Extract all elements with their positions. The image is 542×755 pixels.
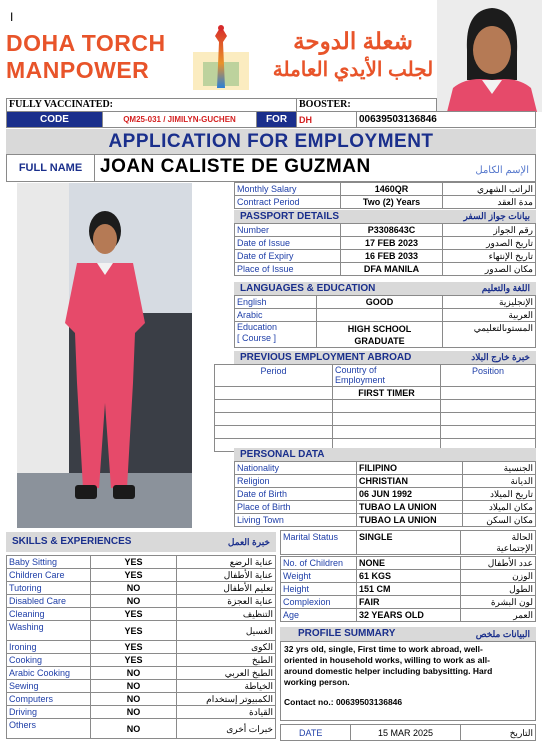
previous-row xyxy=(215,387,536,400)
physical-value: FAIR xyxy=(357,596,461,609)
education-row xyxy=(235,322,536,348)
salary-row xyxy=(235,183,536,196)
languages-title-ar: اللغة والتعليم xyxy=(481,283,530,293)
language-ar: الإنجليزية xyxy=(443,296,536,309)
skill-row xyxy=(7,595,276,608)
physical-label: Complexion xyxy=(281,596,357,609)
contract-row xyxy=(235,196,536,209)
skills-title-ar: خبرة العمل xyxy=(227,537,270,547)
profile-box xyxy=(280,641,536,721)
skill-label: Ironing xyxy=(7,641,91,654)
marital-ar-2: الإجتماعية xyxy=(496,542,533,553)
personal-label: Religion xyxy=(235,475,357,488)
physical-ar: الوزن xyxy=(461,570,536,583)
previous-row xyxy=(215,426,536,439)
date-value: 15 MAR 2025 xyxy=(351,725,461,741)
languages-table xyxy=(234,295,536,348)
language-ar: العربية xyxy=(443,309,536,322)
skill-row xyxy=(7,706,276,719)
skill-ar: عناية العجزة xyxy=(177,595,276,608)
marital-row xyxy=(281,531,536,555)
passport-label: Date of Issue xyxy=(235,237,341,250)
passport-value: P3308643C xyxy=(341,224,443,237)
previous-title-ar: خبرة خارج البلاد xyxy=(471,352,530,362)
skill-ar: التنظيف xyxy=(177,608,276,621)
skill-label: Tutoring xyxy=(7,582,91,595)
passport-title: PASSPORT DETAILS xyxy=(240,211,340,222)
education-value-2: GRADUATE xyxy=(354,335,405,346)
previous-title: PREVIOUS EMPLOYMENT ABROAD xyxy=(240,352,412,363)
position-col: Position xyxy=(441,365,536,387)
personal-value: FILIPINO xyxy=(357,462,463,475)
physical-ar: الطول xyxy=(461,583,536,596)
code-value: QM25-031 / JIMILYN-GUCHEN xyxy=(103,112,257,128)
marital-ar-1: الحالة xyxy=(511,531,533,542)
skill-row xyxy=(7,654,276,667)
page-title: APPLICATION FOR EMPLOYMENT xyxy=(6,129,536,154)
skill-ar: القيادة xyxy=(177,706,276,719)
personal-label: Place of Birth xyxy=(235,501,357,514)
language-value: GOOD xyxy=(317,296,443,309)
skill-value: NO xyxy=(91,667,177,680)
skill-ar: الكوى xyxy=(177,641,276,654)
date-label: DATE xyxy=(281,725,351,741)
skill-row xyxy=(7,680,276,693)
skill-ar: الطبخ العربي xyxy=(177,667,276,680)
contract-ar: مدة العقد xyxy=(443,196,536,209)
full-name-value: JOAN CALISTE DE GUZMAN xyxy=(100,156,371,177)
date-row xyxy=(280,724,536,741)
skill-value: NO xyxy=(91,693,177,706)
personal-label: Nationality xyxy=(235,462,357,475)
marital-value: SINGLE xyxy=(357,531,461,555)
passport-header xyxy=(234,210,536,223)
skill-ar: الغسيل xyxy=(177,621,276,641)
company-name-en-line1: DOHA TORCH xyxy=(6,30,166,56)
personal-value: 06 JUN 1992 xyxy=(357,488,463,501)
skill-label: Disabled Care xyxy=(7,595,91,608)
skill-label: Driving xyxy=(7,706,91,719)
personal-row xyxy=(235,462,536,475)
passport-ar: مكان الصدور xyxy=(443,263,536,276)
cursor-mark: I xyxy=(10,10,14,24)
contract-value: Two (2) Years xyxy=(341,196,443,209)
skill-ar: تعليم الأطفال xyxy=(177,582,276,595)
personal-ar: تاريخ الميلاد xyxy=(463,488,536,501)
language-value xyxy=(317,309,443,322)
personal-ar: الديانة xyxy=(463,475,536,488)
language-row xyxy=(235,309,536,322)
languages-title: LANGUAGES & EDUCATION xyxy=(240,283,376,294)
skills-table xyxy=(6,555,276,739)
for-label: FOR xyxy=(257,112,297,128)
personal-ar: الجنسية xyxy=(463,462,536,475)
physical-ar: العمر xyxy=(461,609,536,622)
portrait-photo xyxy=(437,0,542,112)
skill-ar: عناية الأطفال xyxy=(177,569,276,582)
skill-value: YES xyxy=(91,556,177,569)
personal-value: TUBAO LA UNION xyxy=(357,514,463,527)
skill-value: NO xyxy=(91,719,177,739)
personal-ar: مكان السكن xyxy=(463,514,536,527)
physical-value: NONE xyxy=(357,557,461,570)
skill-value: YES xyxy=(91,569,177,582)
physical-label: No. of Children xyxy=(281,557,357,570)
booster-label: BOOSTER: xyxy=(297,99,437,112)
physical-row xyxy=(281,557,536,570)
country-col-2: Employment xyxy=(335,375,386,385)
language-row xyxy=(235,296,536,309)
country-col-1: Country of xyxy=(335,365,377,375)
profile-contact: Contact no.: 00639503136846 xyxy=(284,697,403,707)
skill-label: Computers xyxy=(7,693,91,706)
skills-header xyxy=(6,532,276,552)
company-logo xyxy=(193,22,249,90)
skill-row xyxy=(7,693,276,706)
physical-label: Height xyxy=(281,583,357,596)
skill-ar: الطبخ xyxy=(177,654,276,667)
personal-table xyxy=(234,461,536,527)
skill-row xyxy=(7,582,276,595)
personal-header xyxy=(234,448,536,461)
physical-row xyxy=(281,570,536,583)
skill-value: NO xyxy=(91,680,177,693)
passport-value: DFA MANILA xyxy=(341,263,443,276)
company-name-en-line2: MANPOWER xyxy=(6,57,150,83)
language-label: English xyxy=(235,296,317,309)
physical-value: 61 KGS xyxy=(357,570,461,583)
salary-label: Monthly Salary xyxy=(235,183,341,196)
languages-header xyxy=(234,282,536,295)
company-name-ar-line2: لجلب الأيدي العاملة xyxy=(272,59,434,81)
date-ar: التاريخ xyxy=(461,725,536,741)
skill-row xyxy=(7,719,276,739)
skill-label: Washing xyxy=(7,621,91,641)
personal-row xyxy=(235,514,536,527)
personal-row xyxy=(235,501,536,514)
salary-value: 1460QR xyxy=(341,183,443,196)
passport-label: Number xyxy=(235,224,341,237)
full-body-photo xyxy=(17,183,192,528)
passport-value: 16 FEB 2033 xyxy=(341,250,443,263)
physical-label: Weight xyxy=(281,570,357,583)
passport-ar: تاريخ الصدور xyxy=(443,237,536,250)
personal-row xyxy=(235,488,536,501)
passport-value: 17 FEB 2023 xyxy=(341,237,443,250)
passport-ar: تاريخ الإنتهاء xyxy=(443,250,536,263)
personal-ar: مكان الميلاد xyxy=(463,501,536,514)
personal-label: Living Town xyxy=(235,514,357,527)
personal-value: TUBAO LA UNION xyxy=(357,501,463,514)
for-value: DH xyxy=(297,112,357,128)
full-name-label: FULL NAME xyxy=(7,155,95,181)
previous-row xyxy=(215,400,536,413)
vaccinated-label: FULLY VACCINATED: xyxy=(7,99,297,112)
physical-value: 32 YEARS OLD xyxy=(357,609,461,622)
passport-table xyxy=(234,223,536,276)
vaccination-row xyxy=(6,98,437,112)
skill-ar: الكمبيوتر إستخدام xyxy=(177,693,276,706)
physical-value: 151 CM xyxy=(357,583,461,596)
passport-row xyxy=(235,250,536,263)
profile-text: 32 yrs old, single, First time to work abroad, well-oriented in household works, willing to work as all-around domestic helper including babysitting. Hard working person. xyxy=(284,644,493,687)
company-name-ar-line1: شعلة الدوحة xyxy=(293,28,413,54)
physical-row xyxy=(281,583,536,596)
skill-ar: خبرات أخرى xyxy=(177,719,276,739)
skill-label: Arabic Cooking xyxy=(7,667,91,680)
skill-value: YES xyxy=(91,608,177,621)
physical-row xyxy=(281,609,536,622)
skill-value: NO xyxy=(91,595,177,608)
skill-ar: الخياطة xyxy=(177,680,276,693)
skill-row xyxy=(7,569,276,582)
passport-label: Date of Expiry xyxy=(235,250,341,263)
skills-title: SKILLS & EXPERIENCES xyxy=(12,536,132,547)
passport-row xyxy=(235,224,536,237)
period-col: Period xyxy=(215,365,333,387)
education-label: Education xyxy=(237,322,278,332)
physical-ar: عدد الأطفال xyxy=(461,557,536,570)
education-value-1: HIGH SCHOOL xyxy=(347,323,412,334)
marital-label: Marital Status xyxy=(281,531,357,555)
skill-value: YES xyxy=(91,621,177,641)
skill-value: YES xyxy=(91,641,177,654)
code-row xyxy=(6,111,536,128)
language-label: Arabic xyxy=(235,309,317,322)
personal-title: PERSONAL DATA xyxy=(240,449,325,460)
skill-value: YES xyxy=(91,654,177,667)
profile-header xyxy=(280,627,536,641)
skill-label: Others xyxy=(7,719,91,739)
previous-row xyxy=(215,413,536,426)
profile-title-ar: البيانات ملخص xyxy=(475,629,530,639)
full-name-ar: الإسم الكامل xyxy=(475,165,529,176)
skill-row xyxy=(7,621,276,641)
passport-title-ar: بيانات جواز السفر xyxy=(463,211,530,221)
skill-label: Children Care xyxy=(7,569,91,582)
passport-row xyxy=(235,237,536,250)
skill-ar: عناية الرضع xyxy=(177,556,276,569)
personal-label: Date of Birth xyxy=(235,488,357,501)
previous-table xyxy=(214,364,536,452)
marital-table xyxy=(280,530,536,555)
physical-row xyxy=(281,596,536,609)
skill-row xyxy=(7,667,276,680)
education-ar: المستوىالتعليمي xyxy=(443,322,536,348)
skill-value: NO xyxy=(91,582,177,595)
passport-label: Place of Issue xyxy=(235,263,341,276)
salary-ar: الراتب الشهري xyxy=(443,183,536,196)
skill-label: Cleaning xyxy=(7,608,91,621)
phone-value: 00639503136846 xyxy=(357,112,536,128)
physical-ar: لون البشرة xyxy=(461,596,536,609)
skill-label: Cooking xyxy=(7,654,91,667)
physical-label: Age xyxy=(281,609,357,622)
previous-header xyxy=(234,351,536,364)
physical-table xyxy=(280,556,536,622)
previous-value: FIRST TIMER xyxy=(333,387,441,400)
skill-label: Baby Sitting xyxy=(7,556,91,569)
skill-row xyxy=(7,556,276,569)
passport-ar: رقم الجواز xyxy=(443,224,536,237)
contract-label: Contract Period xyxy=(235,196,341,209)
personal-row xyxy=(235,475,536,488)
code-label: CODE xyxy=(7,112,103,128)
skill-row xyxy=(7,641,276,654)
personal-value: CHRISTIAN xyxy=(357,475,463,488)
full-name-row xyxy=(6,154,536,182)
skill-label: Sewing xyxy=(7,680,91,693)
skill-value: NO xyxy=(91,706,177,719)
previous-header-row xyxy=(215,365,536,387)
education-course-label: [ Course ] xyxy=(237,333,277,343)
salary-table xyxy=(234,182,536,209)
passport-row xyxy=(235,263,536,276)
profile-title: PROFILE SUMMARY xyxy=(298,628,396,639)
skill-row xyxy=(7,608,276,621)
